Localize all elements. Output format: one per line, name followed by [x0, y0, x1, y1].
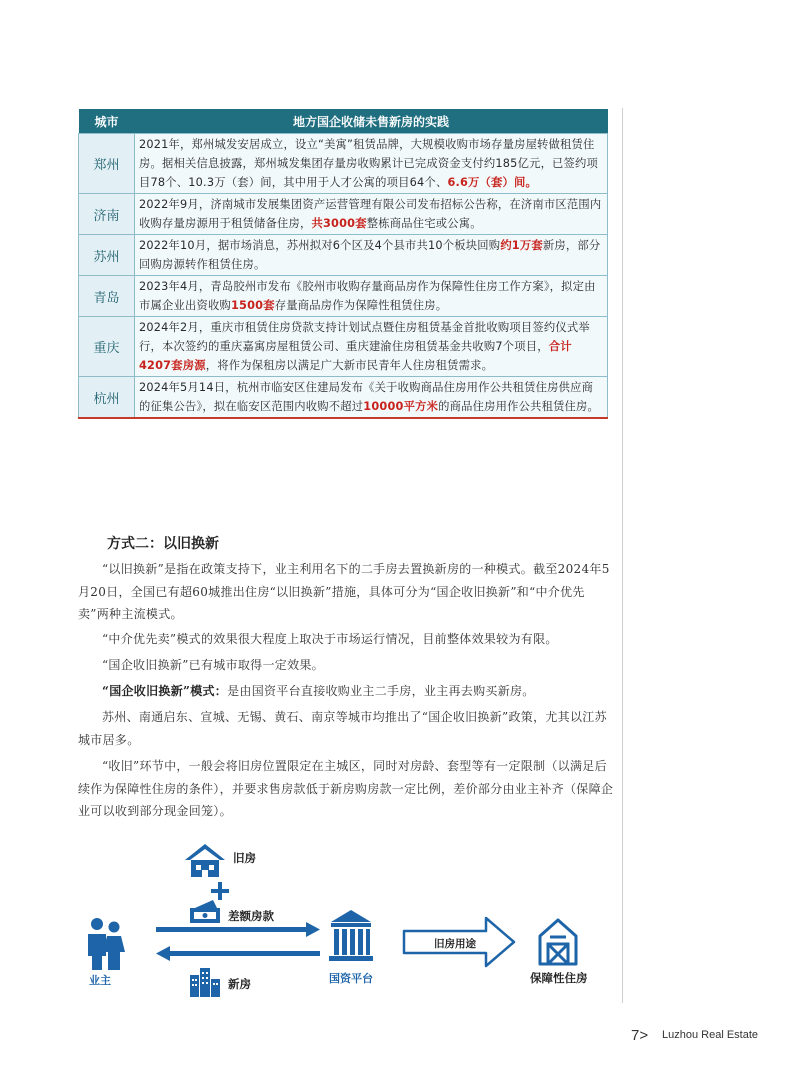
practice-cell	[135, 194, 608, 235]
highlight-figure: 合计4207套房源	[139, 340, 572, 372]
practice-text: 2023年4月，青岛胶州市发布《胶州市收购存量商品房作为保障性住房工作方案》，拟定由市属企业出资收购	[139, 280, 596, 312]
highlight-figure: 1500套	[230, 299, 275, 312]
city-cell: 郑州	[79, 134, 135, 194]
practice-text: 新房，部分回购房源转作租赁住房。	[139, 239, 601, 271]
label-price-diff: 差额房款	[228, 909, 274, 923]
highlight-figure: 6.6万（套）间。	[447, 176, 538, 189]
table-header-row	[79, 109, 608, 134]
practice-cell	[135, 377, 608, 419]
table-body	[79, 134, 608, 419]
highlight-figure: 共3000套	[311, 217, 367, 230]
practice-text: 的商品住房用作公共租赁住房。	[438, 400, 600, 413]
paragraph-soe-model	[78, 680, 614, 703]
label-owner: 业主	[89, 974, 111, 987]
city-cell: 青岛	[79, 276, 135, 317]
bank-icon	[329, 910, 373, 961]
table-row	[79, 377, 608, 419]
paragraph-soe-effect: “国企收旧换新”已有城市取得一定效果。	[102, 658, 324, 672]
city-cell: 济南	[79, 194, 135, 235]
practice-cell	[135, 134, 608, 194]
barn-icon	[540, 920, 576, 964]
city-cell: 苏州	[79, 235, 135, 276]
table-row	[79, 276, 608, 317]
practice-text: 2024年2月，重庆市租赁住房贷款支持计划试点暨住房租赁基金首批收购项目签约仪式举行，本次签约的重庆嘉寓房屋租赁公司、重庆建渝住房租赁基金共收购7个项目，	[139, 321, 590, 353]
header-practice: 地方国企收储未售新房的实践	[135, 109, 608, 134]
arrow-to-platform	[156, 922, 320, 937]
soe-model-label: “国企收旧换新”模式：	[102, 684, 228, 698]
paragraph-acquisition: “收旧”环节中，一般会将旧房位置限定在主城区，同时对房龄、套型等有一定限制（以满足后续作为保障性住房的条件），并要求售房款低于新房购房款一定比例，差价部分由业主补齐（保障企业可以收到部分现金回笼）。	[78, 759, 614, 818]
people-icon	[88, 918, 125, 970]
plus-icon	[211, 882, 229, 900]
practice-text: 2021年，郑州城发安居成立，设立“美寓”租赁品牌，大规模收购市场存量房屋转做租赁住房。据相关信息披露，郑州城发集团存量房收购累计已完成资金支付约185亿元，已签约项目78个、10.3万（套）间，其中用于人才公寓的项目64个、	[139, 138, 599, 189]
section-title: 方式二：以旧换新	[107, 536, 219, 552]
highlight-figure: 约1万套	[500, 239, 543, 252]
paragraph-cities: 苏州、南通启东、宣城、无锡、黄石、南京等城市均推出了“国企收旧换新”政策，尤其以江苏城市居多。	[78, 710, 607, 747]
practice-table	[78, 109, 608, 419]
label-usage: 旧房用途	[434, 938, 476, 950]
exchange-diagram	[78, 838, 618, 1003]
city-cell: 杭州	[79, 377, 135, 419]
table-row	[79, 235, 608, 276]
practice-text: 2022年9月，济南城市发展集团资产运营管理有限公司发布招标公告称，在济南市区范围内收购存量房源用于租赁储备住房，	[139, 198, 602, 230]
practice-text: 2024年5月14日，杭州市临安区住建局发布《关于收购商品住房用作公共租赁住房供应商的征集公告》，拟在临安区范围内收购不超过	[139, 381, 594, 413]
arrow-to-owner	[156, 946, 320, 961]
label-housing: 保障性住房	[530, 971, 588, 985]
practice-text: ，将作为保租房以满足广大新市民青年人住房租赁需求。	[205, 359, 494, 372]
buildings-icon	[190, 968, 220, 997]
practice-cell	[135, 235, 608, 276]
practice-text: 存量商品房作为保障性租赁住房。	[274, 299, 448, 312]
paragraph-intro: “以旧换新”是指在政策支持下，业主利用名下的二手房去置换新房的一种模式。截至2024年5月20日，全国已有超60城推出住房“以旧换新”措施，具体可分为“国企收旧换新”和“中介优先卖”两种主流模式。	[78, 562, 610, 621]
footer-brand: Luzhou Real Estate	[662, 1029, 759, 1041]
practice-text: 整栋商品住宅或公寓。	[366, 217, 482, 230]
table-row	[79, 134, 608, 194]
label-new-house: 新房	[228, 977, 251, 991]
table-row	[79, 317, 608, 377]
practice-text: 2022年10月，据市场消息，苏州拟对6个区及4个县市共10个板块回购	[139, 239, 501, 252]
city-cell: 重庆	[79, 317, 135, 377]
practice-cell	[135, 317, 608, 377]
soe-model-text: 是由国资平台直接收购业主二手房，业主再去购买新房。	[227, 684, 535, 698]
practice-cell	[135, 276, 608, 317]
money-icon	[190, 900, 220, 923]
highlight-figure: 10000平方米	[363, 400, 439, 413]
label-platform: 国资平台	[329, 972, 373, 985]
column-divider	[622, 108, 623, 1003]
paragraph-agency: “中介优先卖”模式的效果很大程度上取决于市场运行情况，目前整体效果较为有限。	[102, 632, 558, 646]
house-icon	[185, 844, 225, 877]
header-city: 城市	[79, 109, 135, 134]
page-number: 7>	[631, 1027, 649, 1044]
label-old-house: 旧房	[233, 851, 256, 865]
table-row	[79, 194, 608, 235]
